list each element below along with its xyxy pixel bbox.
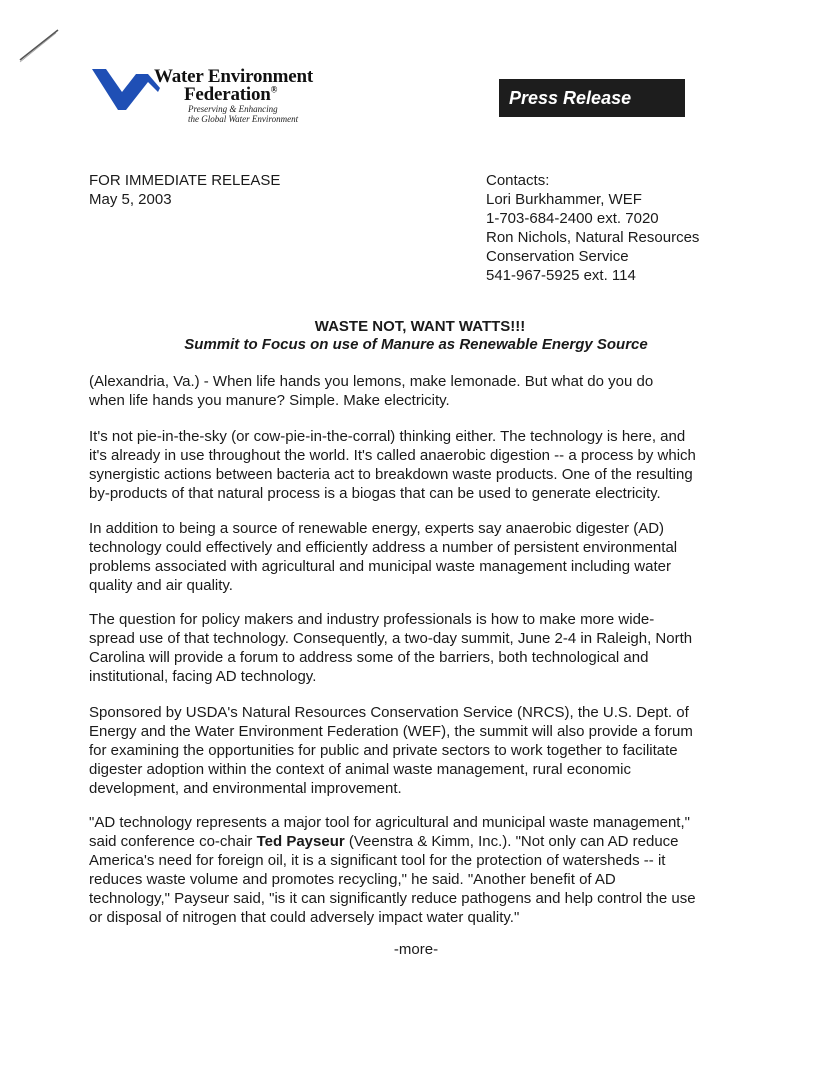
headline: WASTE NOT, WANT WATTS!!! [314,318,526,335]
paragraph-summit: The question for policy makers and industry professionals is how to make more wide- spread use of that technology. Consequently, a two-day summit, June 2-4 in Raleigh, North Carolina will provide a forum to address some of the barriers, both technological and institutional, facing AD technology. [89,611,693,685]
release-date: May 5, 2003 [89,191,172,208]
release-info [89,171,280,209]
contact-line: Ron Nichols, Natural Resources [486,229,700,246]
subheadline: Summit to Focus on use of Manure as Renewable Energy Source [184,336,648,353]
registered-mark: ® [270,84,278,95]
pen-stroke-mark [18,24,64,64]
wef-logo [92,66,352,126]
paragraph-intro: (Alexandria, Va.) - When life hands you lemons, make lemonade. But what do you do when life hands you manure? Simple. Make electricity. [89,373,654,409]
contacts-heading: Contacts: [486,172,550,189]
paragraph-technology: It's not pie-in-the-sky (or cow-pie-in-the-corral) thinking either. The technology is here, and it's already in use throughout the world. It's called anaerobic digestion -- a process by which synergistic actions between bacteria act to breakdown waste products. One of the resulting by-products of that natural process is a biogas that can be used to generate electricity. [89,428,696,502]
paragraph-quote: "AD technology represents a major tool for agricultural and municipal waste management," said conference co-chair Ted Payseur (Veenstra & Kimm, Inc.). "Not only can AD reduce America's need for foreign oil, it is a significant tool for the protection of watersheds -- it reduces waste volume and promotes recycling," he said. "Another benefit of AD technology," Payseur said, "is it can significantly reduce pathogens and help control the use or disposal of nitrogen that could adversely impact water quality." [89,814,696,926]
paragraph-sponsors: Sponsored by USDA's Natural Resources Conservation Service (NRCS), the U.S. Dept. of Energy and the Water Environment Federation (WEF), the summit will also provide a forum for examining the opportunities for public and private sectors to work together to facilitate digester adoption within the context of animal waste management, rural economic development, and environmental improvement. [89,704,693,797]
logo-tagline: Preserving & Enhancing the Global Water Environment [188,104,299,124]
contact-line: Lori Burkhammer, WEF [486,191,642,208]
contact-line: 1-703-684-2400 ext. 7020 [486,210,659,227]
contact-line: 541-967-5925 ext. 114 [486,267,636,284]
contacts-block [486,171,699,285]
quoted-person-name: Ted Payseur [256,833,345,850]
logo-name-line1: Water Environment [154,66,313,87]
paragraph-benefits: In addition to being a source of renewable energy, experts say anaerobic digester (AD) technology could effectively and efficiently address a number of persistent environmental problems associated with agricultural and municipal waste management including water quality and air quality. [89,520,678,594]
more-indicator: -more- [393,941,439,958]
logo-name-line2: Federation® [184,84,278,105]
release-status: FOR IMMEDIATE RELEASE [89,172,281,189]
press-release-label: Press Release [499,79,685,117]
contact-line: Conservation Service [486,248,629,265]
